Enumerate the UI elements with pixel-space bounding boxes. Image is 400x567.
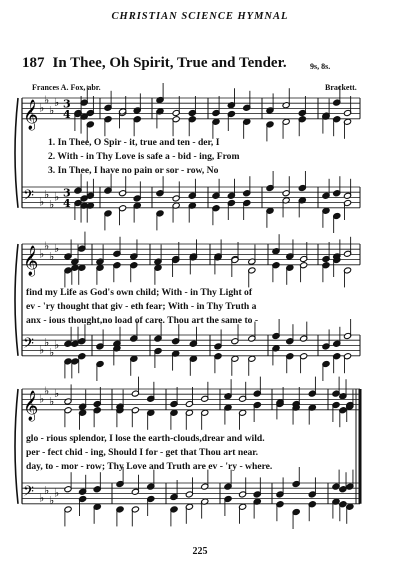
brace xyxy=(15,98,18,208)
brace xyxy=(15,389,18,504)
treble-clef: 𝄞 xyxy=(23,390,39,421)
hymnal-header: CHRISTIAN SCIENCE HYMNAL xyxy=(111,11,289,22)
bass-clef: 𝄢 xyxy=(23,187,34,208)
flat-sign: ♭ xyxy=(49,250,55,263)
page-number: 225 xyxy=(192,546,208,557)
lyric-line: glo - rious splendor, I lose the earth-clouds,drear and wild. xyxy=(26,433,265,444)
flat-sign: ♭ xyxy=(39,491,45,505)
hymn-author: Frances A. Fox, abr. xyxy=(32,83,101,92)
hymn-meter: 9s, 8s. xyxy=(310,62,331,71)
flat-sign: ♭ xyxy=(49,346,55,360)
flat-sign: ♭ xyxy=(49,494,55,508)
lyric-line: per - fect chid - ing, Should I for - get that Thou art near. xyxy=(26,447,259,458)
flat-sign: ♭ xyxy=(49,395,55,408)
flat-sign: ♭ xyxy=(54,387,60,401)
flat-sign: ♭ xyxy=(44,384,50,398)
flat-sign: ♭ xyxy=(39,195,45,209)
flat-sign: ♭ xyxy=(44,335,50,349)
time-signature: 3 xyxy=(63,97,71,111)
time-signature: 4 xyxy=(63,107,71,121)
flat-sign: ♭ xyxy=(54,190,60,204)
lyric-line: 2. With - in Thy Love is safe a - bid - ing, From xyxy=(48,151,240,162)
flat-sign: ♭ xyxy=(54,338,60,352)
flat-sign: ♭ xyxy=(49,104,55,117)
lyric-line: 3. In Thee, I have no pain or sor - row, No xyxy=(48,165,219,176)
flat-sign: ♭ xyxy=(44,239,50,253)
time-signature: 4 xyxy=(63,196,71,210)
flat-sign: ♭ xyxy=(39,392,45,406)
flat-sign: ♭ xyxy=(54,242,60,256)
flat-sign: ♭ xyxy=(44,483,50,497)
treble-clef: 𝄞 xyxy=(23,99,39,130)
hymn-number: 187 xyxy=(22,55,45,71)
flat-sign: ♭ xyxy=(44,93,50,107)
lyric-line: find my Life as God's own child; With - in Thy Light of xyxy=(26,287,253,298)
lyric-line: ev - 'ry thought that giv - eth fear; With - in Thy Truth a xyxy=(26,301,257,312)
lyric-line: 1. In Thee, O Spir - it, true and ten - der, I xyxy=(48,137,220,148)
lyric-line: anx - ious thought,no load of care. Thou art the same to - xyxy=(26,315,259,326)
flat-sign: ♭ xyxy=(44,187,50,201)
treble-clef: 𝄞 xyxy=(23,245,39,276)
hymn-composer: Brackett. xyxy=(325,83,357,92)
flat-sign: ♭ xyxy=(39,101,45,115)
flat-sign: ♭ xyxy=(54,96,60,110)
time-signature: 3 xyxy=(63,186,71,200)
flat-sign: ♭ xyxy=(39,343,45,357)
brace xyxy=(15,244,18,356)
flat-sign: ♭ xyxy=(39,247,45,261)
flat-sign: ♭ xyxy=(49,198,55,212)
flat-sign: ♭ xyxy=(54,486,60,500)
lyric-line: day, to - mor - row; Thy Love and Truth are ev - 'ry - where. xyxy=(26,461,273,472)
bass-clef: 𝄢 xyxy=(23,483,34,504)
bass-clef: 𝄢 xyxy=(23,335,34,356)
hymn-title: In Thee, Oh Spirit, True and Tender. xyxy=(52,55,287,71)
